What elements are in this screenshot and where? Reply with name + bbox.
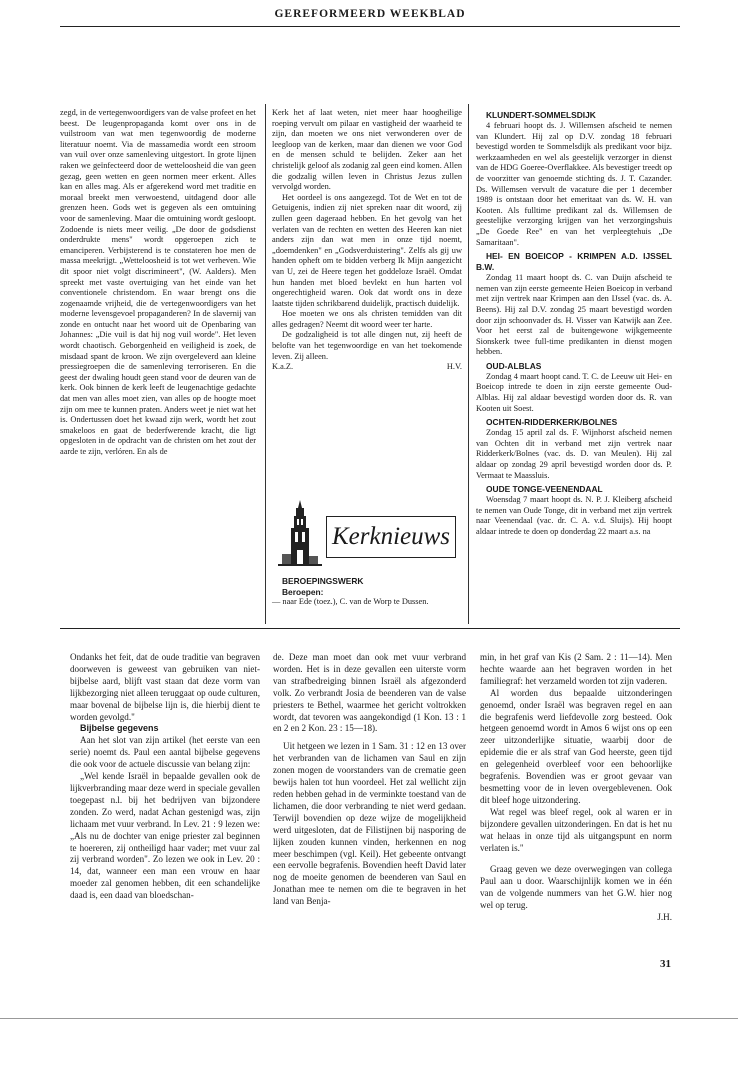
beroepen-label: Beroepen:	[282, 586, 324, 597]
col2-paragraph-1: Kerk het af laat weten, niet meer haar hoogheilige roeping vervult om pilaar en vastigheid der waarheid te zijn, dan moeten we ons niet verwonderen over de leegloop van de kerken, maar dan dienen we voor God en de mensen schuld te belijden. Zeker aan het christelijk geloof als zodanig zal geen eind komen. Allen die godzalig willen leven in Christus Jezus zullen vervolgd worden.	[272, 108, 462, 192]
news-heading: HEI- EN BOEICOP - KRIMPEN A.D. IJSSEL B.W.	[476, 251, 672, 273]
lower-column-1	[70, 652, 260, 902]
column-1-text: zegd, in de vertegenwoordigers van de valse profeet en het beest. De leugenpropaganda komt over ons in de vuilstroom van wat men tegenwoordig de moderne literatuur noemt. Via de massamedia wordt een stroom van vuil over onze samenleving uitgestort. In grote lijnen raken we geïnfecteerd door de wetteloosheid die van geen gezag, geen wetten en geen normen meer erkent. Alles kan en alles mag. Als er afgerekend word met traditie en moraal breekt men verwoestend, uitdagend door alle grenzen heen. Gods wet is gegeven als een omtuining voor de samenleving. Maar die omtuining wordt gesloopt. Zodoende is niets meer veilig. „De door de godsdienst onderdrukte mens" wordt opgeroepen zich te emanciperen. Verbijsterend is te constateren hoe men de massa meekrijgt. „Wetteloosheid is tot wet verheven. Wie dit spoor niet volgt discrimineert", (W. Aalders). Men spreekt met vaste overtuiging van het einde van het conventionele christendom. En waar brengt ons die zogenaamde vrijheid, die de vertegenwoordigers van het moderne levensgevoel propaganderen? In de slavernij van zonde en ontucht naar het woord uit de Openbaring van Johannes: „Die vuil is dat hij nog vuil worde". Het leven wordt chaotisch. Geborgenheid en veiligheid is zoek, de misdaad spant de kroon. We zijn overgeleverd aan kleine pressiegroepen die de samenleving terroriseren. En die geest der dwaling houdt geen stand voor de deuren van de kerk. Ook binnen de kerk leeft de leugenachtige gedachte dat men van alles moet zien, van alles op de hoogte moet zijn om mee te kunnen praten. Anders weet je niet wat het is. Ondertussen doet het kwaad zijn werk, wordt het zout smakeloos en gaat de bederfwerende kracht, die ligt opgesloten in de opdracht van de christen om het zout der aarde te zijn, verlóren. En als de	[60, 108, 256, 456]
lower3-paragraph-1: min, in het graf van Kis (2 Sam. 2 : 11—14). Men hechte waarde aan het begraven worden in het familiegraf: het verzameld worden tot zijn vaderen.	[480, 652, 672, 686]
news-heading: OUDE TONGE-VEENENDAAL	[486, 484, 603, 495]
news-text: Zondag 4 maart hoopt cand. T. C. de Leeuw uit Hei- en Boeicop intrede te doen in zijn eerste gemeente Oud-Alblas. Hij zal aldaar bevestigd worden door ds. R. van Kooten uit Soest.	[476, 371, 672, 413]
signature-right: H.V.	[446, 362, 462, 372]
kerknieuws-banner	[272, 498, 462, 570]
lower3-paragraph-2: Al worden dus bepaalde uitzonderingen genoemd, onder Israël was begraven regel en aan die begrafenis werd liefdevolle zorg besteed. Ook hetgeen genoemd wordt in Amos 6 wijst ons op een zeer uitzonderlijke situatie, waarbij door de epidemie die er als straf van God heerste, geen tijd en gelegenheid overbleef voor een behoorlijke begrafenis. Bovendien was er groot gevaar van besmetting voor de in leven overgeblevenen. Ook dit bleef hoge uitzondering.	[480, 687, 672, 805]
section-rule	[60, 628, 680, 629]
lower3-signature: J.H.	[657, 912, 672, 923]
column-divider	[265, 104, 266, 624]
lower2-paragraph-2: Uit hetgeen we lezen in 1 Sam. 31 : 12 en 13 over het verbranden van de lichamen van Saul en zijn zonen mogen de voorstanders van de crematie geen bewijs halen tot hun voordeel. Het zal wellicht zijn reden hebben gehad in de verminkte toestand van de lichamen, die door verbranding te niet werd gedaan. Terwijl bovendien op deze wijze de mogelijkheid werd uitgesloten, dat de Filistijnen bij nasporing de lijken zouden kunnen vinden, herkennen en nog meer beschimpen (vgl. Keil). Het gebeente ontvangt een eervolle begrafenis. Bovendien heeft David later nog de moeite genomen de beenderen van Saul en Jonathan mee te nemen om die te begraven in het land van Benja-	[273, 741, 466, 907]
news-heading: OUD-ALBLAS	[486, 360, 542, 371]
news-heading: OCHTEN-RIDDERKERK/BOLNES	[486, 417, 618, 428]
col2-paragraph-3: Hoe moeten we ons als christen temidden van dit alles gedragen? Neemt dit woord weer ter harte.	[272, 309, 462, 329]
beroepen-item: — naar Ede (toez.), C. van de Worp te Dussen.	[272, 597, 429, 607]
column-1	[60, 108, 256, 458]
lower1-paragraph-2: Aan het slot van zijn artikel (het eerste van een serie) noemt ds. Paul een aantal bijbelse gegevens die ook voor de actuele discussie van belang zijn:	[70, 735, 260, 770]
church-tower-icon	[278, 498, 322, 570]
news-heading: KLUNDERT-SOMMELSDIJK	[486, 110, 596, 120]
lower3-paragraph-3: Wat regel was bleef regel, ook al waren er in bijzondere gevallen uitzonderingen. En dat is het nu wat helaas in onze tijd als uitgangspunt en norm verlaten is."	[480, 806, 672, 853]
subheading-bijbelse-gegevens: Bijbelse gegevens	[80, 723, 159, 734]
col2-paragraph-2: Het oordeel is ons aangezegd. Tot de Wet en tot de Getuigenis, indien zij niet spreken naar dit woord, zij zullen geen dageraad hebben. En het gevolg van het verlaten van de rechten en wetten des Heeren kan niet anders zijn dan wat men in onze tijd noemt, „doemdenken" en „Godsverduistering". Zelfs als gij uw handen opheft om te bidden verberg Ik Mijn aangezicht van U, zei de Heere tegen het goddeloze Israël. Omdat hun handen met bloed bevlekt en hun harten vol ongerechtigheid waren. Ook dat wordt ons in deze laatste tijden schrikbarend duidelijk, practisch duidelijk.	[272, 192, 462, 308]
lower1-paragraph-1: Ondanks het feit, dat de oude traditie van begraven doorweven is geweest van gebruiken van niet-bijbelse aard, blijft vast staan dat deze vorm van lijkbezorging niet alleen teruggaat op oude culturen, maar bovenal de bijbelse lijn is, die hierbij dient te worden gevolgd."	[70, 652, 260, 722]
page-number: 31	[660, 958, 671, 970]
column-divider	[468, 104, 469, 624]
column-2	[272, 108, 462, 373]
beroepingswerk-heading: BEROEPINGSWERK	[282, 576, 364, 586]
header-rule	[60, 26, 680, 27]
col2-signature	[272, 362, 462, 373]
lower-column-2	[273, 652, 466, 908]
page-header-title: GEREFORMEERD WEEKBLAD	[274, 8, 466, 20]
col2-paragraph-4: De godzaligheid is tot alle dingen nut, zij heeft de belofte van het tegenwoordige en van het toekomende leven. Zij alleen.	[272, 330, 462, 361]
news-text: Zondag 15 april zal ds. F. Wijnhorst afscheid nemen van Ochten dit in verband met zijn vertrek naar Ridderkerk/Bolnes (vac. ds. D. van Meulen). Hij zal aldaar op zondag 29 april bevestigd worden door ds. P. Vermaat te Maassluis.	[476, 428, 672, 480]
lower1-paragraph-3: „Wel kende Israël in bepaalde gevallen ook de lijkverbranding maar deze werd in speciale gevallen toegepast n.l. bij het bedrijven van bijzondere zonden. Zo werd, nadat Achan gestenigd was, zijn lichaam met vuur verbrand. In Lev. 21 : 9 lezen we: „Als nu de dochter van enige priester zal beginnen te hoereren, zij ontheiligd haar vader; met vuur zal zij verbrand worden". Zo lezen we ook in Lev. 20 : 14, dat, wanneer een man een vrouw en haar moeder zal genomen hebben, dit een schandelijke daad is, een daad van bloedschan-	[70, 771, 260, 901]
news-text: Woensdag 7 maart hoopt ds. N. P. J. Kleiberg afscheid te nemen van Oude Tonge, dit in verband met zijn vertrek naar Veenendaal (vac. dr. C. A. v.d. Sluijs). Hij hoopt aldaar intrede te doen op donderdag 22 maart a.s. na	[476, 495, 672, 536]
news-text: 4 februari hoopt ds. J. Willemsen afscheid te nemen van Klundert. Hij zal op D.V. zondag 18 februari bevestigd worden te Sommelsdijk als predikant voor bijz. werkzaamheden en wel als geestelijk verzorger in dienst van de HDG Goeree-Overflakkee. Als bevestiger treedt op de voorzitter van genoemde stichting ds. J. T. Cazander. Ds. Willemsen vervult de vacature die per 1 december 1989 is ontstaan door het emeritaat van ds. W. H. van Kooten. Als fulltime predikant zal ds. Willemsen de geestelijke verzorging krijgen van het verzorgingshuis „De Goede Ree" en van het verpleegtehuis „De Samaritaan".	[476, 121, 672, 247]
column-3	[476, 110, 672, 538]
kerknieuws-title: Kerknieuws	[326, 516, 456, 558]
beroepingswerk	[272, 576, 462, 608]
news-text: Zondag 11 maart hoopt ds. C. van Duijn afscheid te nemen van zijn eerste gemeente Heien Boeicop in verband met zijn vertrek naar Krimpen aan den IJssel (vac. ds. A. Beens). Hij zal D.V. zondag 25 maart bevestigd worden door zijn schoonvader ds. H. Visser van Katwijk aan Zee. Voor het eerst zal de buitengewone wijkgemeente Sionskerk twee full-time predikanten in dienst mogen hebben.	[476, 273, 672, 357]
signature-left: K.a.Z.	[272, 362, 294, 372]
lower3-paragraph-4: Graag geven we deze overwegingen van collega Paul aan u door. Waarschijnlijk komen we in één van de volgende nummers van het G.W. hier nog wel op terug.	[480, 864, 672, 911]
bottom-edge-line	[0, 1018, 738, 1019]
lower-column-3	[480, 652, 672, 924]
lower2-paragraph-1: de. Deze man moet dan ook met vuur verbrand worden. Het is in deze gevallen een uiterste vorm van strafbedreiging binnen Israël als afgezonderd volk. Zo verbrandt Josia de beenderen van de valse priesters te Bethel, waarmee het gericht voltrokken wordt, dat tevoren was aangekondigd (1 Kon. 13 : 1 en 2 en 2 Kon. 23 : 15—18).	[273, 652, 466, 734]
